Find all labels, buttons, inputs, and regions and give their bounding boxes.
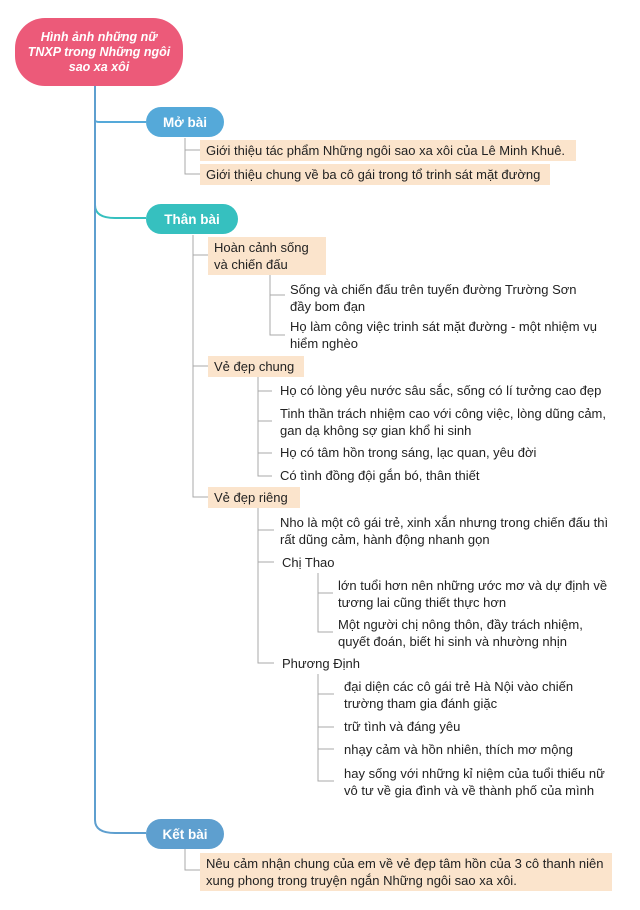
- ve-dep-rieng-node[interactable]: Vẻ đẹp riêng: [208, 487, 300, 508]
- connector-root-ketbai: [95, 86, 146, 833]
- phuong-dinh-item-2: trữ tình và đáng yêu: [344, 719, 461, 734]
- mo-bai-item-2: Giới thiệu chung về ba cô gái trong tổ trinh sát mặt đường: [200, 164, 550, 185]
- than-bai-node[interactable]: Thân bài: [146, 204, 238, 234]
- ve-dep-chung-item-2: Tinh thần trách nhiệm cao với công việc, lòng dũng cảm, gan dạ không sợ gian khổ hi sinh: [280, 406, 606, 438]
- phuong-dinh-item-1: đại diện các cô gái trẻ Hà Nội vào chiến trường tham gia đánh giặc: [344, 679, 574, 711]
- connector-root-mobai: [95, 86, 146, 122]
- ket-bai-node[interactable]: Kết bài: [146, 819, 224, 849]
- phuong-dinh-item-4: hay sống với những kỉ niệm của tuổi thiếu nữ vô tư về gia đình và về thành phố của mình: [344, 766, 605, 798]
- ve-dep-chung-item-3: Họ có tâm hồn trong sáng, lạc quan, yêu đời: [280, 445, 537, 460]
- hoan-canh-item-1: Sống và chiến đấu trên tuyến đường Trường Sơn đầy bom đạn: [290, 282, 577, 314]
- chi-thao-node[interactable]: Chị Thao: [282, 555, 335, 570]
- ve-dep-chung-item-4: Có tình đồng đội gắn bó, thân thiết: [280, 468, 480, 483]
- ket-bai-item-1: Nêu cảm nhận chung của em về vẻ đẹp tâm hồn của 3 cô thanh niên xung phong trong truyện ngắn Những ngôi sao xa xôi.: [200, 853, 612, 891]
- chi-thao-item-1: lớn tuổi hơn nên những ước mơ và dự định về tương lai cũng thiết thực hơn: [338, 578, 608, 610]
- chi-thao-item-2: Một người chị nông thôn, đầy trách nhiệm, quyết đoán, biết hi sinh và nhường nhịn: [338, 617, 583, 649]
- phuong-dinh-item-3: nhạy cảm và hồn nhiên, thích mơ mộng: [344, 742, 573, 757]
- hoan-canh-item-2: Họ làm công việc trinh sát mặt đường - một nhiệm vụ hiểm nghèo: [290, 319, 597, 351]
- nho-item: Nho là một cô gái trẻ, xinh xắn nhưng trong chiến đấu thì rất dũng cảm, hành động nhanh gọn: [280, 515, 609, 547]
- connector-mobai: [185, 138, 200, 174]
- ve-dep-chung-item-1: Họ có lòng yêu nước sâu sắc, sống có lí tưởng cao đẹp: [280, 383, 602, 398]
- mo-bai-item-1: Giới thiệu tác phẩm Những ngôi sao xa xôi của Lê Minh Khuê.: [200, 140, 576, 161]
- connector-root-thanbai: [95, 86, 146, 218]
- hoan-canh-node[interactable]: Hoàn cảnh sống và chiến đấu: [208, 237, 326, 275]
- phuong-dinh-node[interactable]: Phương Định: [282, 656, 360, 671]
- root-node[interactable]: Hình ảnh những nữ TNXP trong Những ngôi sao xa xôi: [15, 18, 183, 86]
- mo-bai-node[interactable]: Mở bài: [146, 107, 224, 137]
- ve-dep-chung-node[interactable]: Vẻ đẹp chung: [208, 356, 304, 377]
